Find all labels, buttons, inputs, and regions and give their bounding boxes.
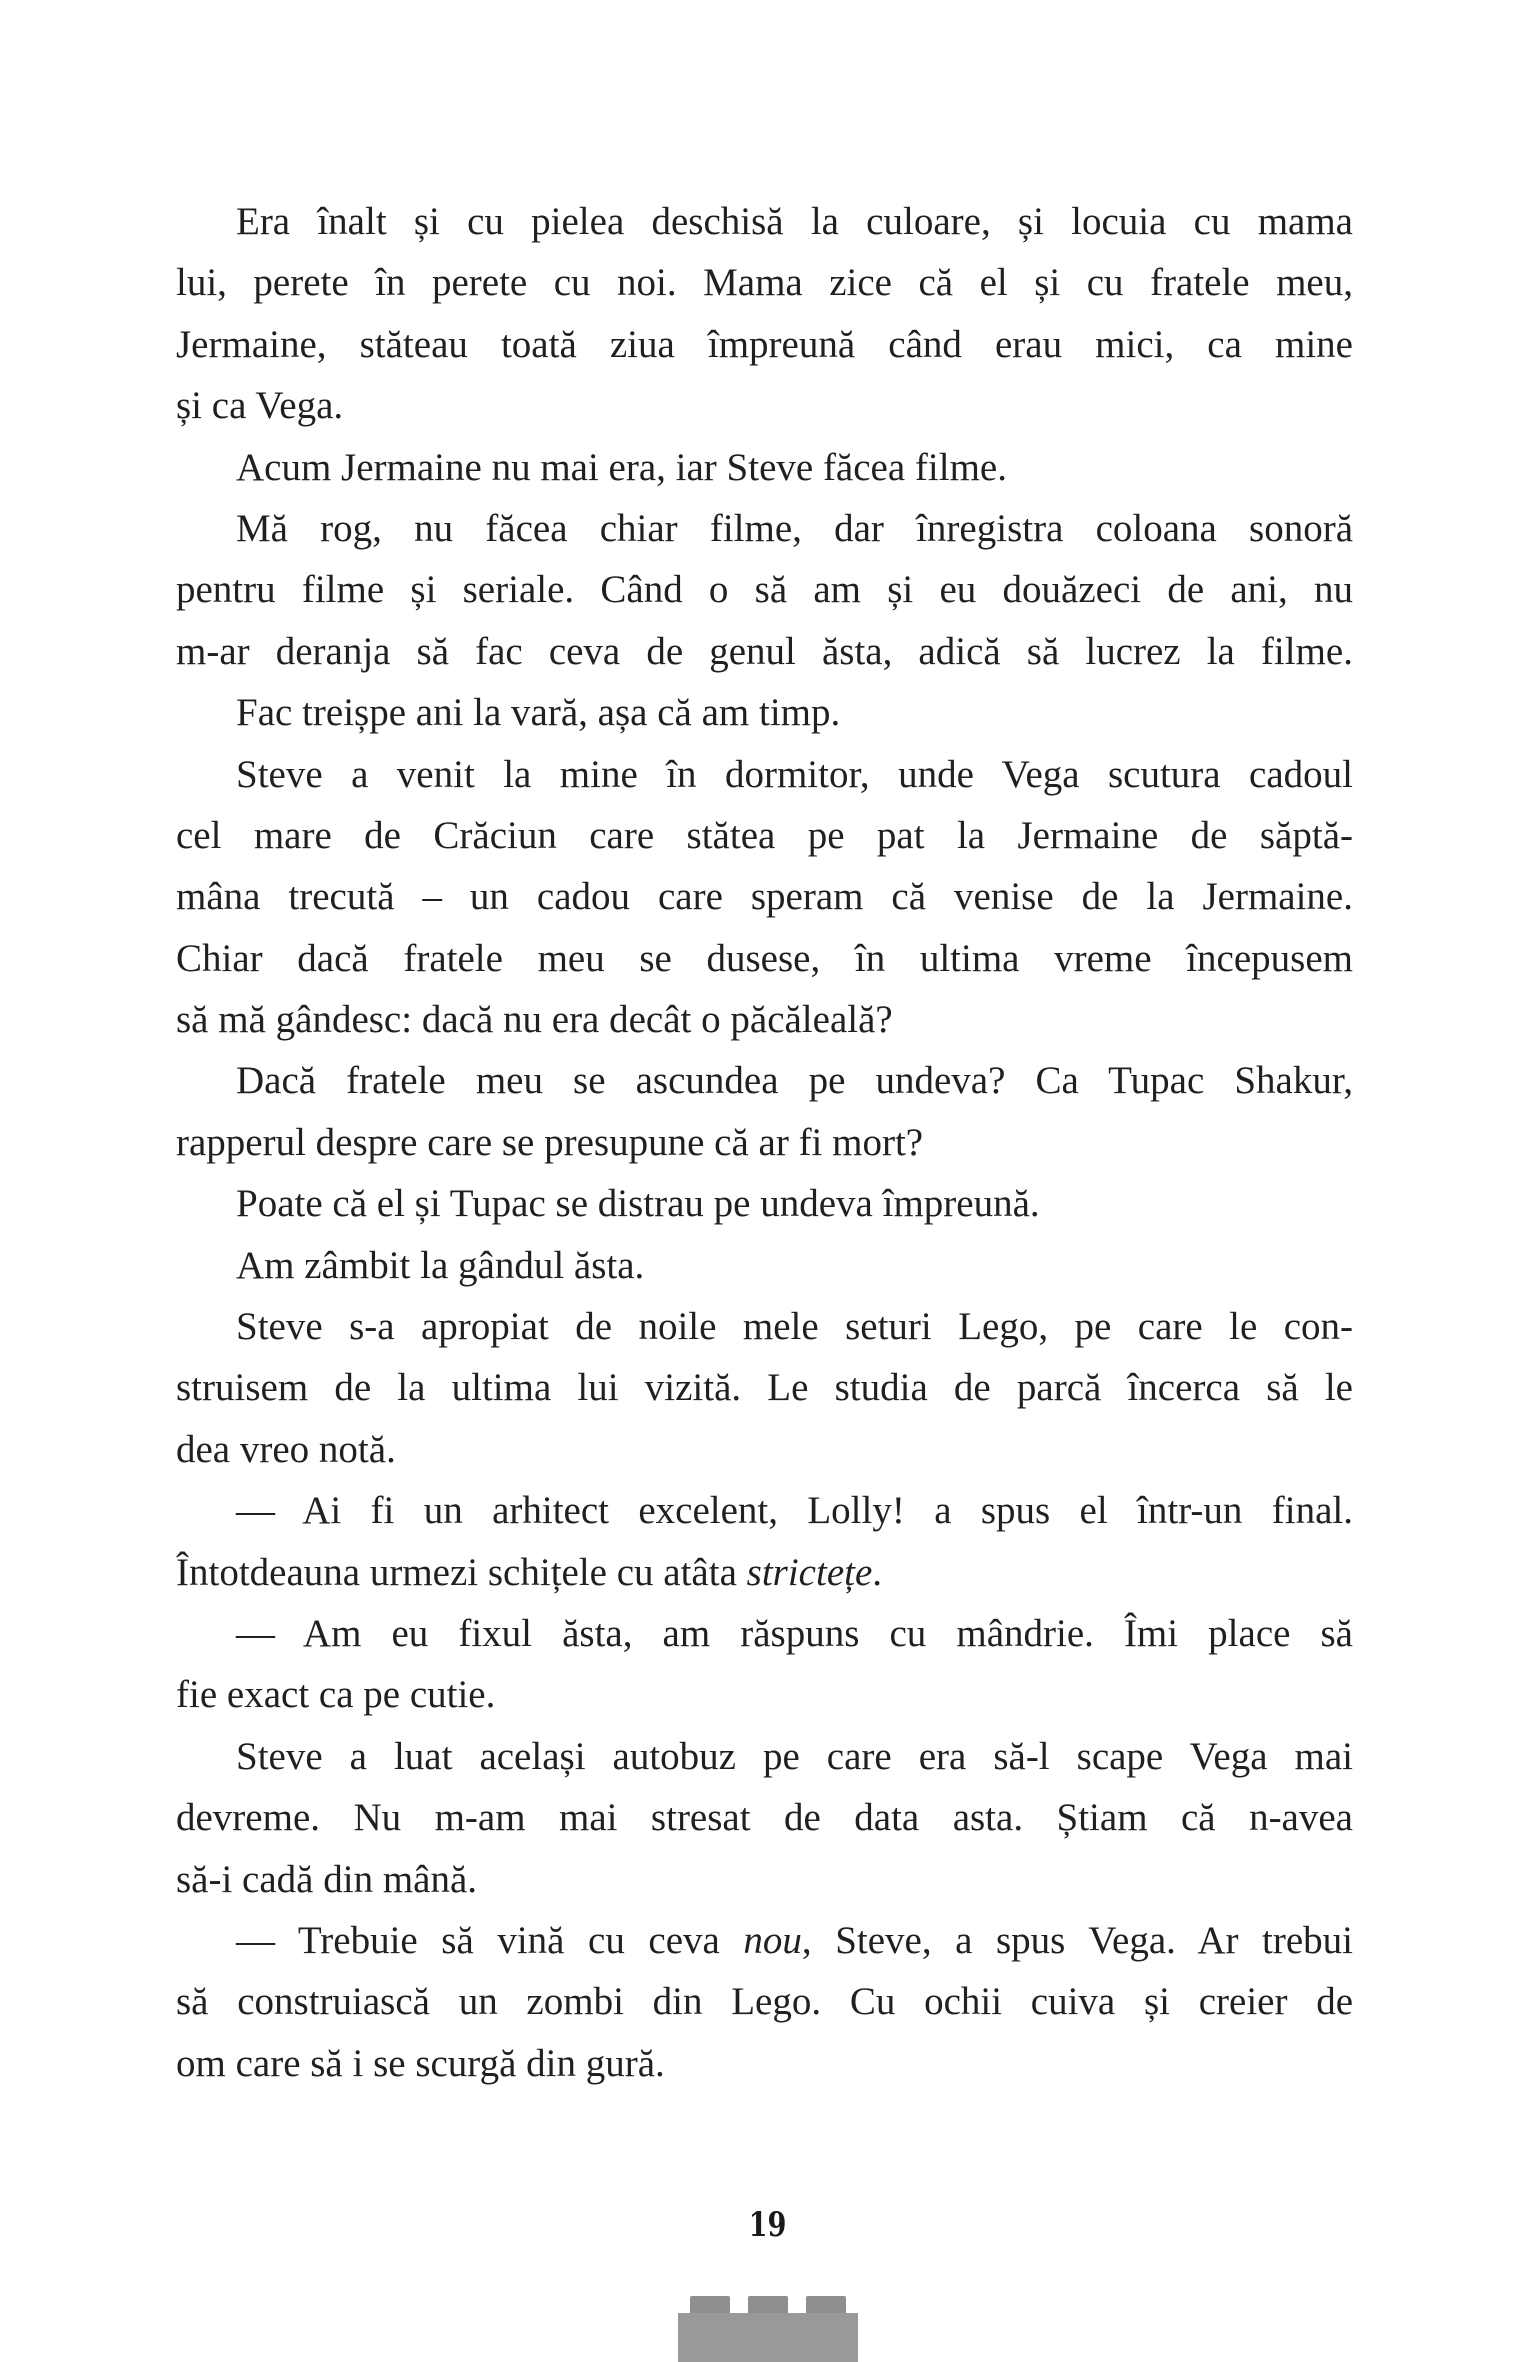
text-line xyxy=(176,1480,1353,1541)
text-line xyxy=(176,1235,1353,1296)
text-segment: Acum Jermaine nu mai era, iar Steve făcea filme. xyxy=(236,445,1007,489)
text-line xyxy=(176,1787,1353,1848)
text-line xyxy=(176,437,1353,498)
text-segment: , Steve, a spus Vega. Ar trebui xyxy=(801,1918,1353,1962)
text-line xyxy=(176,1726,1353,1787)
text-segment: să construiască un zombi din Lego. Cu ochii cuiva și creier de xyxy=(176,1980,1353,2024)
lego-brick-icon xyxy=(678,2296,858,2362)
text-segment: să-i cadă din mână. xyxy=(176,1857,478,1901)
text-line xyxy=(176,1849,1353,1910)
text-line xyxy=(176,1296,1353,1357)
text-line xyxy=(176,1112,1353,1173)
text-line xyxy=(176,559,1353,620)
text-line xyxy=(176,314,1353,375)
text-line xyxy=(176,928,1353,989)
brick-stud xyxy=(806,2296,846,2314)
text-segment: m-ar deranja să fac ceva de genul ăsta, adică să lucrez la filme. xyxy=(176,629,1353,673)
text-line xyxy=(176,1173,1353,1234)
text-segment: Am zâmbit la gândul ăsta. xyxy=(236,1243,645,1287)
text-segment: Steve s-a apropiat de noile mele seturi Lego, pe care le con- xyxy=(236,1305,1353,1349)
text-line xyxy=(176,1542,1353,1603)
text-segment: lui, perete în perete cu noi. Mama zice că el și cu fratele meu, xyxy=(176,261,1353,305)
text-segment: Poate că el și Tupac se distrau pe undeva împreună. xyxy=(236,1182,1040,1226)
text-line xyxy=(176,1050,1353,1111)
text-segment: struisem de la ultima lui vizită. Le studia de parcă încerca să le xyxy=(176,1366,1353,1410)
text-segment: și ca Vega. xyxy=(176,384,344,428)
text-segment: fie exact ca pe cutie. xyxy=(176,1673,496,1717)
text-segment: Dacă fratele meu se ascundea pe undeva? Ca Tupac Shakur, xyxy=(236,1059,1353,1103)
text-line xyxy=(176,1603,1353,1664)
text-segment: Jermaine, stăteau toată ziua împreună când erau mici, ca mine xyxy=(176,322,1353,366)
text-segment: rapperul despre care se presupune că ar fi mort? xyxy=(176,1120,924,1164)
text-segment: Mă rog, nu făcea chiar filme, dar înregistra coloana sonoră xyxy=(236,506,1353,550)
text-segment: devreme. Nu m-am mai stresat de data asta. Știam că n-avea xyxy=(176,1796,1353,1840)
text-segment: Era înalt și cu pielea deschisă la culoare, și locuia cu mama xyxy=(236,200,1353,243)
text-line xyxy=(176,1419,1353,1480)
text-line xyxy=(176,498,1353,559)
text-segment: Steve a venit la mine în dormitor, unde Vega scutura cadoul xyxy=(236,752,1353,796)
text-segment: Chiar dacă fratele meu se dusese, în ultima vreme începusem xyxy=(176,936,1353,980)
text-line xyxy=(176,805,1353,866)
text-line xyxy=(176,375,1353,436)
text-segment: — Trebuie să vină cu ceva xyxy=(236,1918,744,1962)
brick-stud xyxy=(748,2296,788,2314)
brick-body xyxy=(678,2313,858,2362)
text-segment: — Am eu fixul ăsta, am răspuns cu mândrie. Îmi place să xyxy=(236,1611,1353,1655)
page-number: 19 xyxy=(748,2205,787,2245)
text-segment: mâna trecută – un cadou care speram că venise de la Jermaine. xyxy=(176,875,1353,919)
text-line xyxy=(176,1971,1353,2032)
text-line xyxy=(176,1357,1353,1418)
text-segment: om care să i se scurgă din gură. xyxy=(176,2041,665,2085)
text-segment: Întotdeauna urmezi schițele cu atâta xyxy=(176,1550,747,1594)
italic-text: nou xyxy=(743,1918,802,1962)
italic-text: strictețe xyxy=(746,1550,873,1594)
text-segment: dea vreo notă. xyxy=(176,1427,396,1471)
body-text xyxy=(176,191,1353,2094)
text-line xyxy=(176,1664,1353,1725)
text-segment: . xyxy=(872,1550,883,1594)
text-line xyxy=(176,682,1353,743)
text-line xyxy=(176,744,1353,805)
text-segment: Steve a luat același autobuz pe care era să-l scape Vega mai xyxy=(236,1734,1353,1778)
text-segment: să mă gândesc: dacă nu era decât o păcăleală? xyxy=(176,998,893,1042)
text-line xyxy=(176,2033,1353,2094)
text-line xyxy=(176,1910,1353,1971)
text-segment: cel mare de Crăciun care stătea pe pat la Jermaine de săptă- xyxy=(176,813,1353,857)
brick-stud xyxy=(690,2296,730,2314)
text-line xyxy=(176,866,1353,927)
text-segment: — Ai fi un arhitect excelent, Lolly! a spus el într-un final. xyxy=(236,1489,1353,1533)
text-line xyxy=(176,989,1353,1050)
text-line xyxy=(176,252,1353,313)
text-line xyxy=(176,191,1353,252)
text-segment: Fac treișpe ani la vară, așa că am timp. xyxy=(236,691,841,735)
text-segment: pentru filme și seriale. Când o să am și eu douăzeci de ani, nu xyxy=(176,568,1353,612)
text-line xyxy=(176,621,1353,682)
